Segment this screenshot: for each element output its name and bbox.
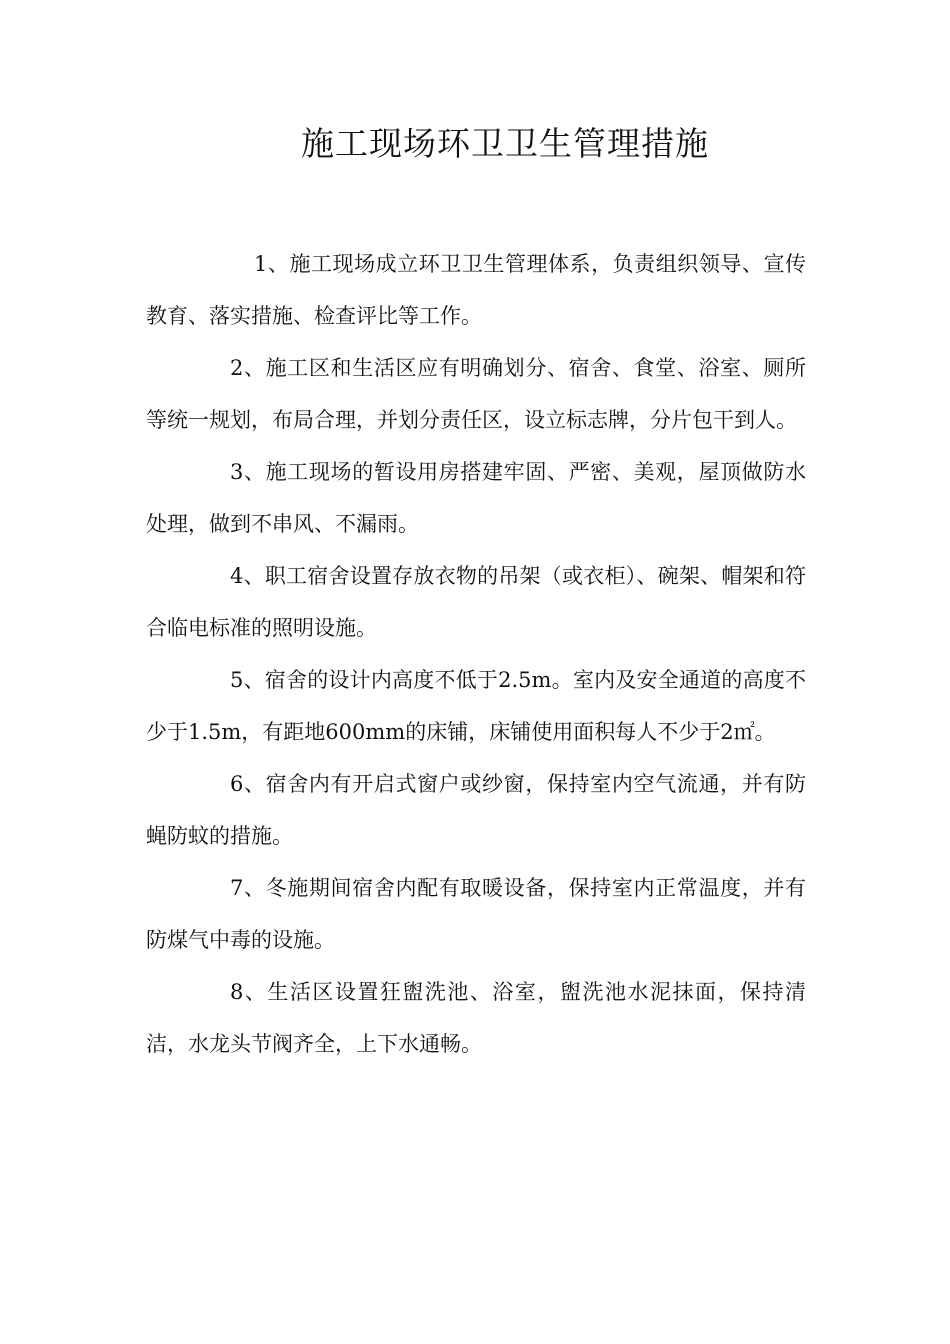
document-title: 施工现场环卫卫生管理措施 (301, 124, 709, 163)
paragraph-1: 1、施工现场成立环卫卫生管理体系，负责组织领导、宣传教育、落实措施、检查评比等工作。 (146, 252, 806, 328)
document-body (146, 238, 806, 1070)
paragraph-3: 3、施工现场的暂设用房搭建牢固、严密、美观，屋顶做防水处理，做到不串风、不漏雨。 (146, 460, 806, 536)
paragraph-5: 5、宿舍的设计内高度不低于2.5m。室内及安全通道的高度不少于1.5m，有距地600mm的床铺，床铺使用面积每人不少于2㎡。 (146, 668, 806, 744)
paragraph-8: 8、生活区设置狂盥洗池、浴室，盥洗池水泥抹面，保持清洁，水龙头节阀齐全，上下水通畅。 (146, 980, 806, 1056)
paragraph-6: 6、宿舍内有开启式窗户或纱窗，保持室内空气流通，并有防蝇防蚊的措施。 (146, 772, 806, 848)
paragraph-2: 2、施工区和生活区应有明确划分、宿舍、食堂、浴室、厕所等统一规划，布局合理，并划分责任区，设立标志牌，分片包干到人。 (146, 356, 806, 432)
paragraph-7: 7、冬施期间宿舍内配有取暖设备，保持室内正常温度，并有防煤气中毒的设施。 (146, 876, 806, 952)
paragraph-4: 4、职工宿舍设置存放衣物的吊架（或衣柜）、碗架、帽架和符合临电标准的照明设施。 (146, 564, 806, 640)
